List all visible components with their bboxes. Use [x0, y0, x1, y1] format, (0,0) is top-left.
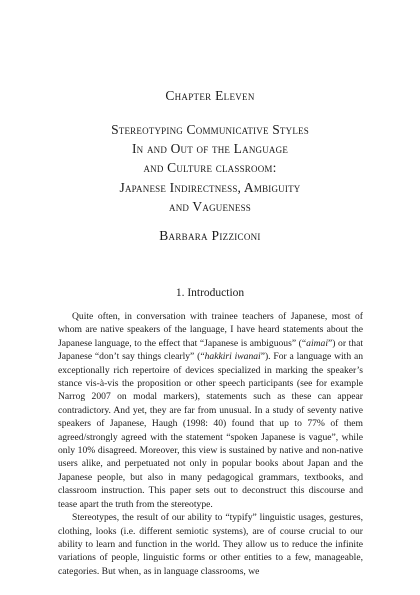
paragraph-text: Quite often, in conversation with trainee teachers of Japanese, most of whom are native speakers of the language, I have heard statements about the Japanese language, to the effect that “Japanese is ambiguous” (“: [58, 311, 363, 349]
japanese-term: hakkiri iwanai: [204, 351, 261, 363]
paragraph-text: ”) or that Japanese “don’t say things clearly” (“: [58, 337, 363, 363]
chapter-title-line: and Vagueness: [169, 198, 251, 214]
chapter-title-line: and Culture classroom:: [143, 160, 277, 176]
chapter-title: [40, 120, 380, 216]
chapter-title-line: In and Out of the Language: [131, 141, 289, 157]
paragraph: Stereotypes, the result of our ability to “typify” linguistic usages, gestures, clothing, looks (i.e. different semiotic systems), are of course crucial to our ability to learn and function in the world. They allow us to reduce the infinite variations of people, linguistic forms or other entities to a few, manageable, categories. But when, as in language classrooms, we: [58, 512, 363, 577]
author-name: Barbara Pizziconi: [159, 228, 261, 243]
paragraph-text: ”). For a language with an exceptionally rich repertoire of devices specialized in marking the speaker’s stance vis-à-vis the proposition or other speech participants (see for example Narrog 2007 on modal markers), statements such as these can appear contradictory. And yet, they are far from unusual. In a study of seventy native speakers of Japanese, Haugh (1998: 40) found that up to 77% of them agreed/strongly agreed with the statement “spoken Japanese is vague”, while only 10% disagreed. Moreover, this view is sustained by native and non-native users alike, and perpetuated not only in popular books about Japan and the Japanese people, but also in many pedagogical grammars, textbooks, and classroom instruction. This paper sets out to deconstruct this discourse and tease apart the truth from the stereotype.: [58, 351, 363, 510]
body-text: [58, 310, 363, 578]
section-heading: 1. Introduction: [175, 287, 245, 299]
chapter-title-line: Stereotyping Communicative Styles: [111, 122, 309, 137]
chapter-title-line: Japanese Indirectness, Ambiguity: [119, 179, 301, 195]
japanese-term: aimai: [306, 337, 328, 349]
paragraph: [58, 310, 363, 511]
chapter-label: Chapter Eleven: [165, 88, 255, 103]
